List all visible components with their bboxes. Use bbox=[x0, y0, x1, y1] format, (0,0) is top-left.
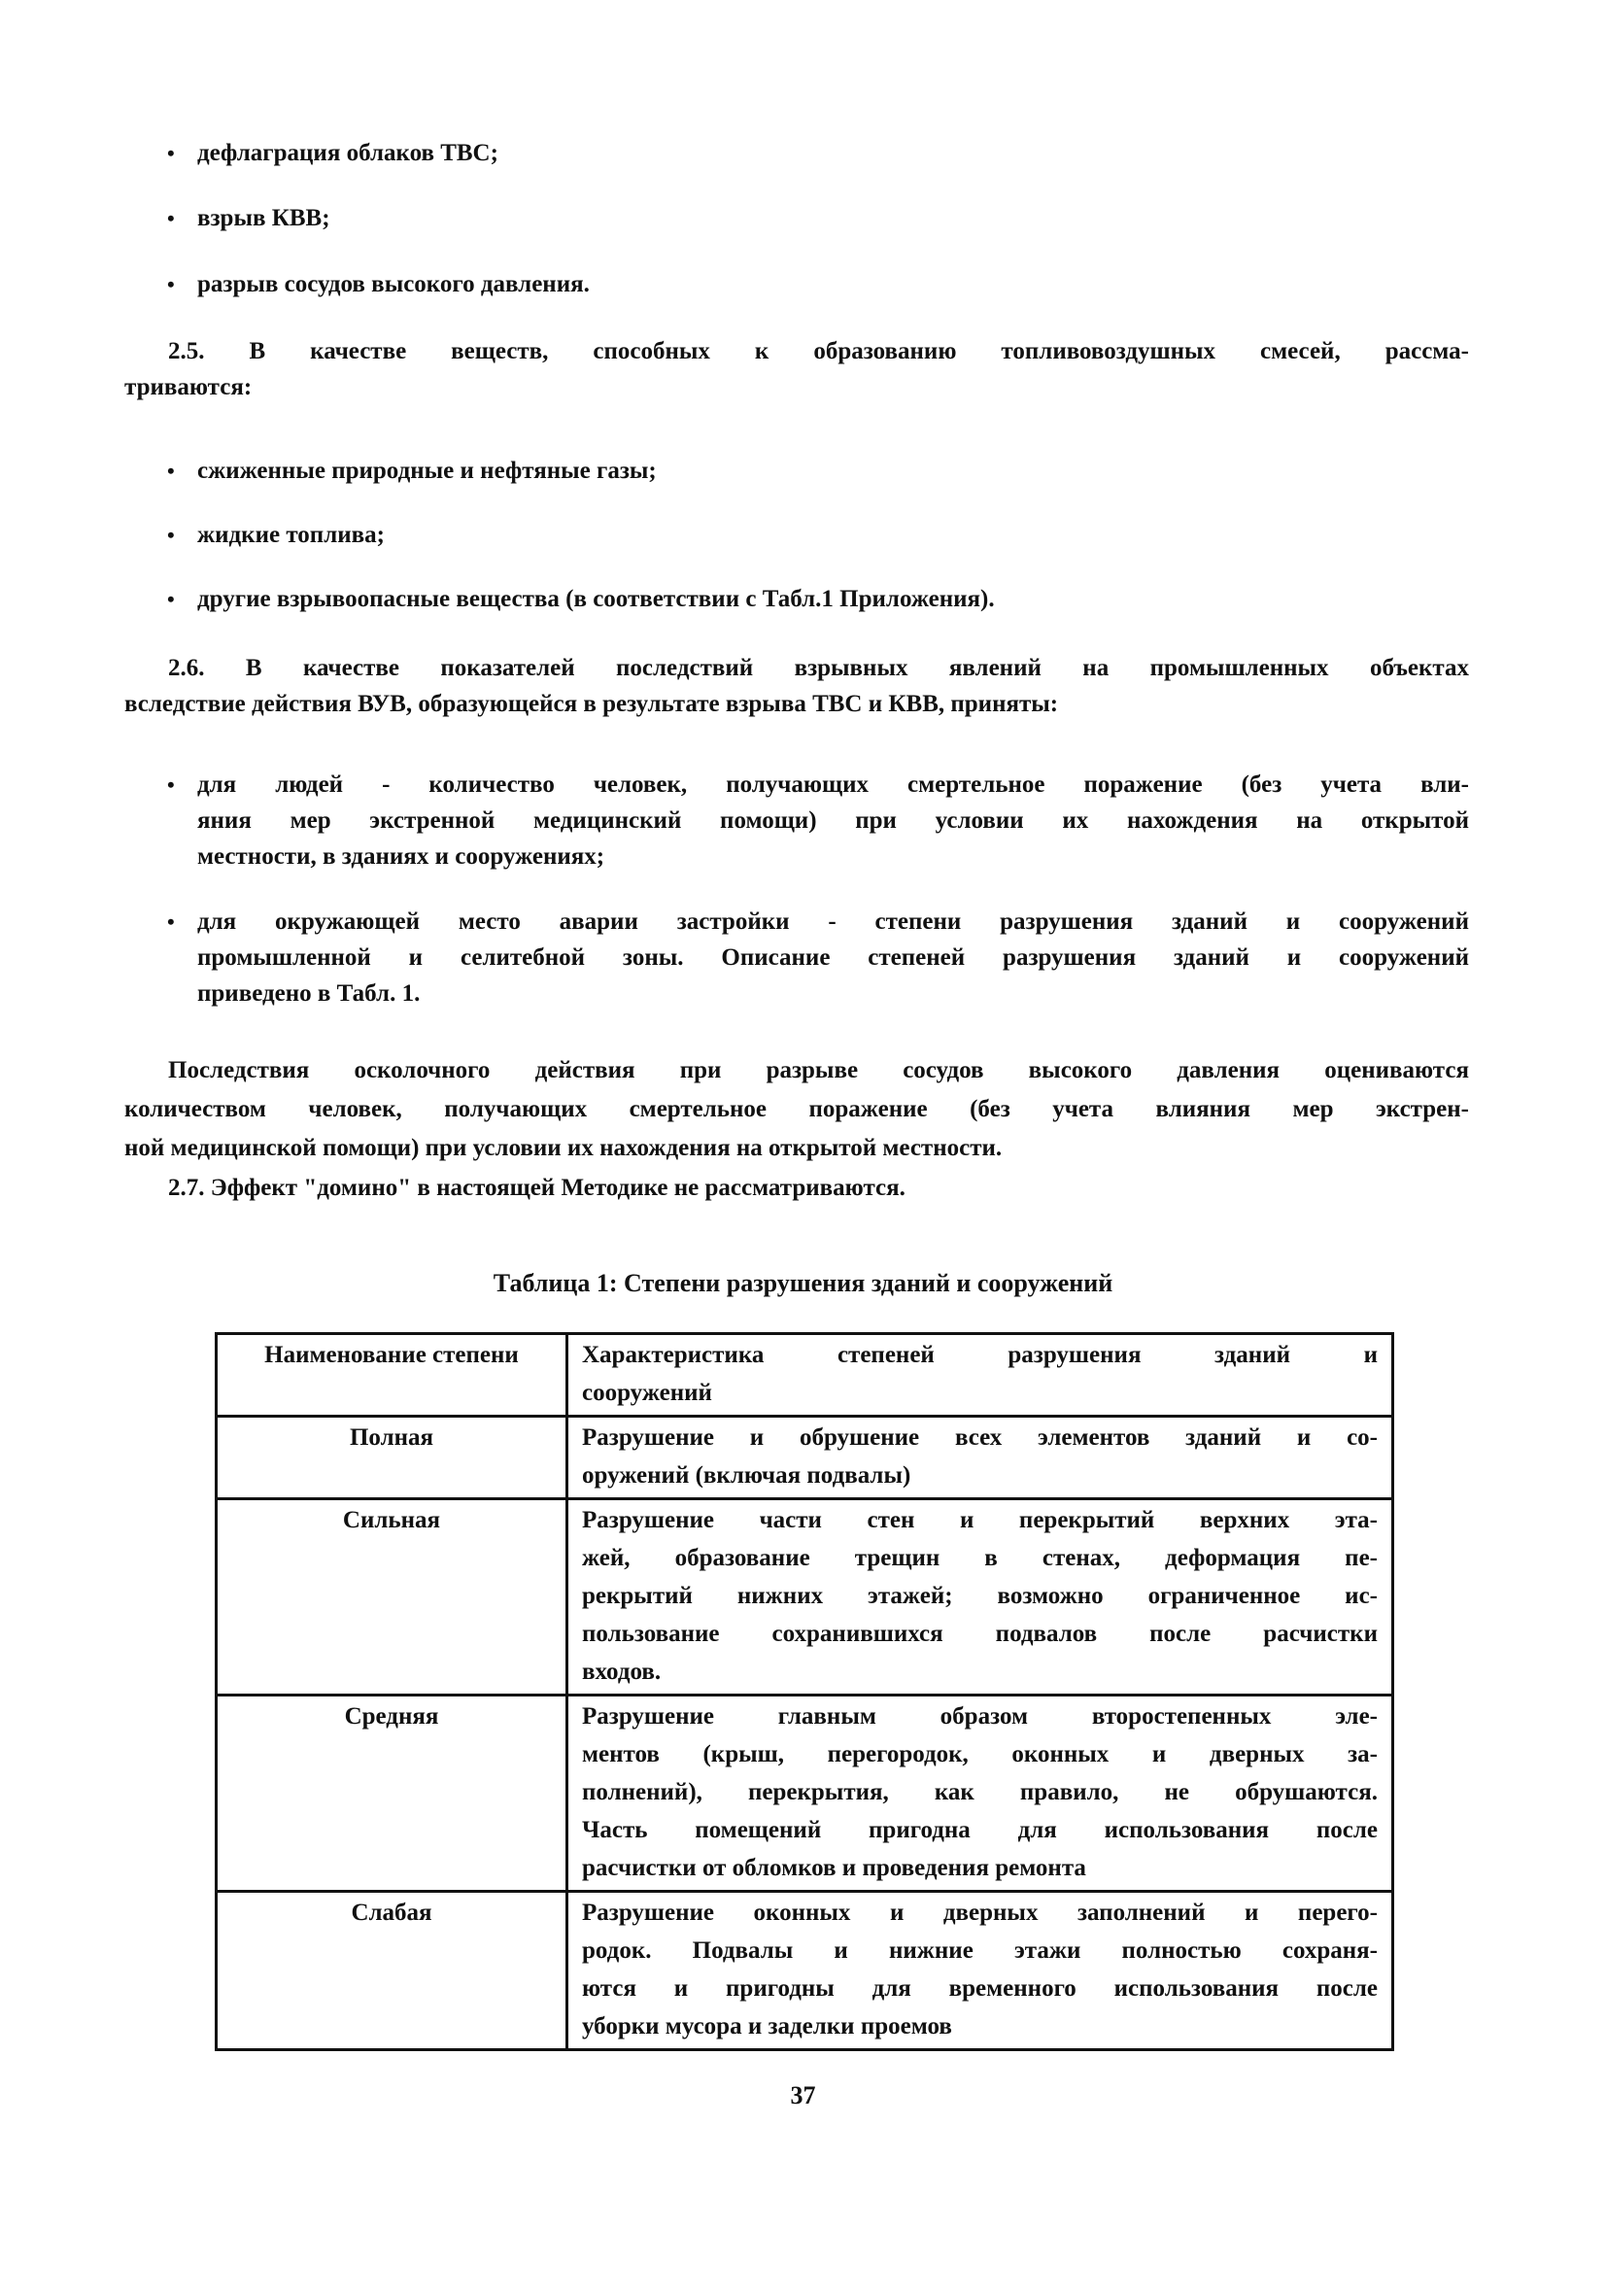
text-line: 2.6. В качестве показателей последствий взрывных явлений на промышленных объектах bbox=[168, 655, 1469, 681]
bullet-item bbox=[167, 517, 1469, 553]
text-line: Разрушение и обрушение всех элементов зданий и со- bbox=[582, 1424, 1378, 1451]
degree-name-cell: Слабая bbox=[217, 1892, 567, 2050]
bullet-item bbox=[167, 581, 1469, 617]
text-line: взрыв КВВ; bbox=[197, 205, 330, 231]
degree-description-cell bbox=[567, 1892, 1393, 2050]
text-line: жей, образование трещин в стенах, деформация пе- bbox=[582, 1545, 1378, 1571]
text-line: местности, в зданиях и сооружениях; bbox=[197, 843, 605, 870]
page-number: 37 bbox=[790, 2081, 816, 2109]
text-line: 2.7. Эффект "домино" в настоящей Методике не рассматриваются. bbox=[168, 1175, 906, 1201]
degree-description-cell bbox=[567, 1499, 1393, 1696]
text-line: Разрушение главным образом второстепенных эле- bbox=[582, 1703, 1378, 1730]
text-line: для людей - количество человек, получающих смертельное поражение (без учета вли- bbox=[197, 771, 1469, 798]
text-line: уборки мусора и заделки проемов bbox=[582, 2013, 952, 2039]
text-line: сооружений bbox=[582, 1380, 712, 1406]
bullet-icon: • bbox=[167, 523, 175, 547]
bullet-icon: • bbox=[167, 587, 175, 611]
text-line: промышленной и селитебной зоны. Описание степеней разрушения зданий и сооружений bbox=[197, 944, 1469, 971]
paragraph-fragments bbox=[124, 1051, 1469, 1168]
text-line: для окружающей место аварии застройки - степени разрушения зданий и сооружений bbox=[197, 908, 1469, 935]
table-header-row bbox=[217, 1334, 1393, 1417]
text-line: Часть помещений пригодна для использования после bbox=[582, 1817, 1378, 1843]
paragraph-2-6 bbox=[124, 650, 1469, 722]
text-line: пользование сохранившихся подвалов после расчистки bbox=[582, 1621, 1378, 1647]
text-line: входов. bbox=[582, 1659, 662, 1685]
paragraph-2-7 bbox=[124, 1170, 1469, 1206]
text-line: ной медицинской помощи) при условии их нахождения на открытой местности. bbox=[124, 1135, 1003, 1161]
text-line: ются и пригодны для временного использования после bbox=[582, 1975, 1378, 2002]
text-line: полнений), перекрытия, как правило, не обрушаются. bbox=[582, 1779, 1378, 1805]
table-row bbox=[217, 1499, 1393, 1696]
table-row bbox=[217, 1696, 1393, 1892]
bullet-icon: • bbox=[167, 772, 175, 797]
text-line: жидкие топлива; bbox=[197, 522, 385, 548]
header-cell-name: Наименование степени bbox=[217, 1334, 567, 1417]
header-cell-description bbox=[567, 1334, 1393, 1417]
table-caption: Таблица 1: Степени разрушения зданий и сооружений bbox=[493, 1269, 1113, 1297]
text-line: сжиженные природные и нефтяные газы; bbox=[197, 458, 657, 484]
table-row bbox=[217, 1892, 1393, 2050]
bullet-item-buildings bbox=[167, 904, 1469, 1011]
degree-name-cell: Средняя bbox=[217, 1696, 567, 1892]
degree-name-cell: Полная bbox=[217, 1417, 567, 1499]
table-row bbox=[217, 1417, 1393, 1499]
text-line: оружений (включая подвалы) bbox=[582, 1462, 911, 1489]
text-line: Последствия осколочного действия при разрыве сосудов высокого давления оцениваются bbox=[168, 1057, 1469, 1083]
bullet-icon: • bbox=[167, 909, 175, 934]
bullet-icon: • bbox=[167, 141, 175, 165]
text-line: количеством человек, получающих смертельное поражение (без учета влияния мер экстрен- bbox=[124, 1096, 1469, 1122]
bullet-item bbox=[167, 200, 1469, 236]
text-line: ментов (крыш, перегородок, оконных и дверных за- bbox=[582, 1741, 1378, 1767]
text-line: приведено в Табл. 1. bbox=[197, 980, 421, 1007]
text-line: разрыв сосудов высокого давления. bbox=[197, 271, 590, 297]
bullet-text bbox=[197, 767, 1469, 874]
text-line: триваются: bbox=[124, 374, 253, 400]
bullet-text bbox=[197, 904, 1469, 1011]
text-line: яния мер экстренной медицинский помощи) при условии их нахождения на открытой bbox=[197, 807, 1469, 834]
bullet-icon: • bbox=[167, 459, 175, 483]
text-line: Разрушение оконных и дверных заполнений и перего- bbox=[582, 1900, 1378, 1926]
text-line: дефлаграция облаков ТВС; bbox=[197, 140, 498, 166]
destruction-degrees-table bbox=[215, 1332, 1394, 2051]
text-line: Характеристика степеней разрушения зданий и bbox=[582, 1342, 1378, 1368]
text-line: расчистки от обломков и проведения ремонта bbox=[582, 1855, 1086, 1881]
bullet-item bbox=[167, 135, 1469, 171]
bullet-item bbox=[167, 453, 1469, 489]
text-line: вследствие действия ВУВ, образующейся в результате взрыва ТВС и КВВ, приняты: bbox=[124, 691, 1059, 717]
degree-name-cell: Сильная bbox=[217, 1499, 567, 1696]
text-line: родок. Подвалы и нижние этажи полностью сохраня- bbox=[582, 1937, 1378, 1964]
text-line: Разрушение части стен и перекрытий верхних эта- bbox=[582, 1507, 1378, 1533]
text-line: другие взрывоопасные вещества (в соответствии с Табл.1 Приложения). bbox=[197, 586, 995, 612]
paragraph-2-5 bbox=[124, 333, 1469, 405]
text-line: 2.5. В качестве веществ, способных к образованию топливовоздушных смесей, рассма- bbox=[168, 338, 1469, 364]
degree-description-cell bbox=[567, 1696, 1393, 1892]
bullet-item bbox=[167, 266, 1469, 302]
degree-description-cell bbox=[567, 1417, 1393, 1499]
bullet-icon: • bbox=[167, 206, 175, 230]
bullet-item-people bbox=[167, 767, 1469, 874]
bullet-icon: • bbox=[167, 272, 175, 296]
text-line: рекрытий нижних этажей; возможно ограниченное ис- bbox=[582, 1583, 1378, 1609]
